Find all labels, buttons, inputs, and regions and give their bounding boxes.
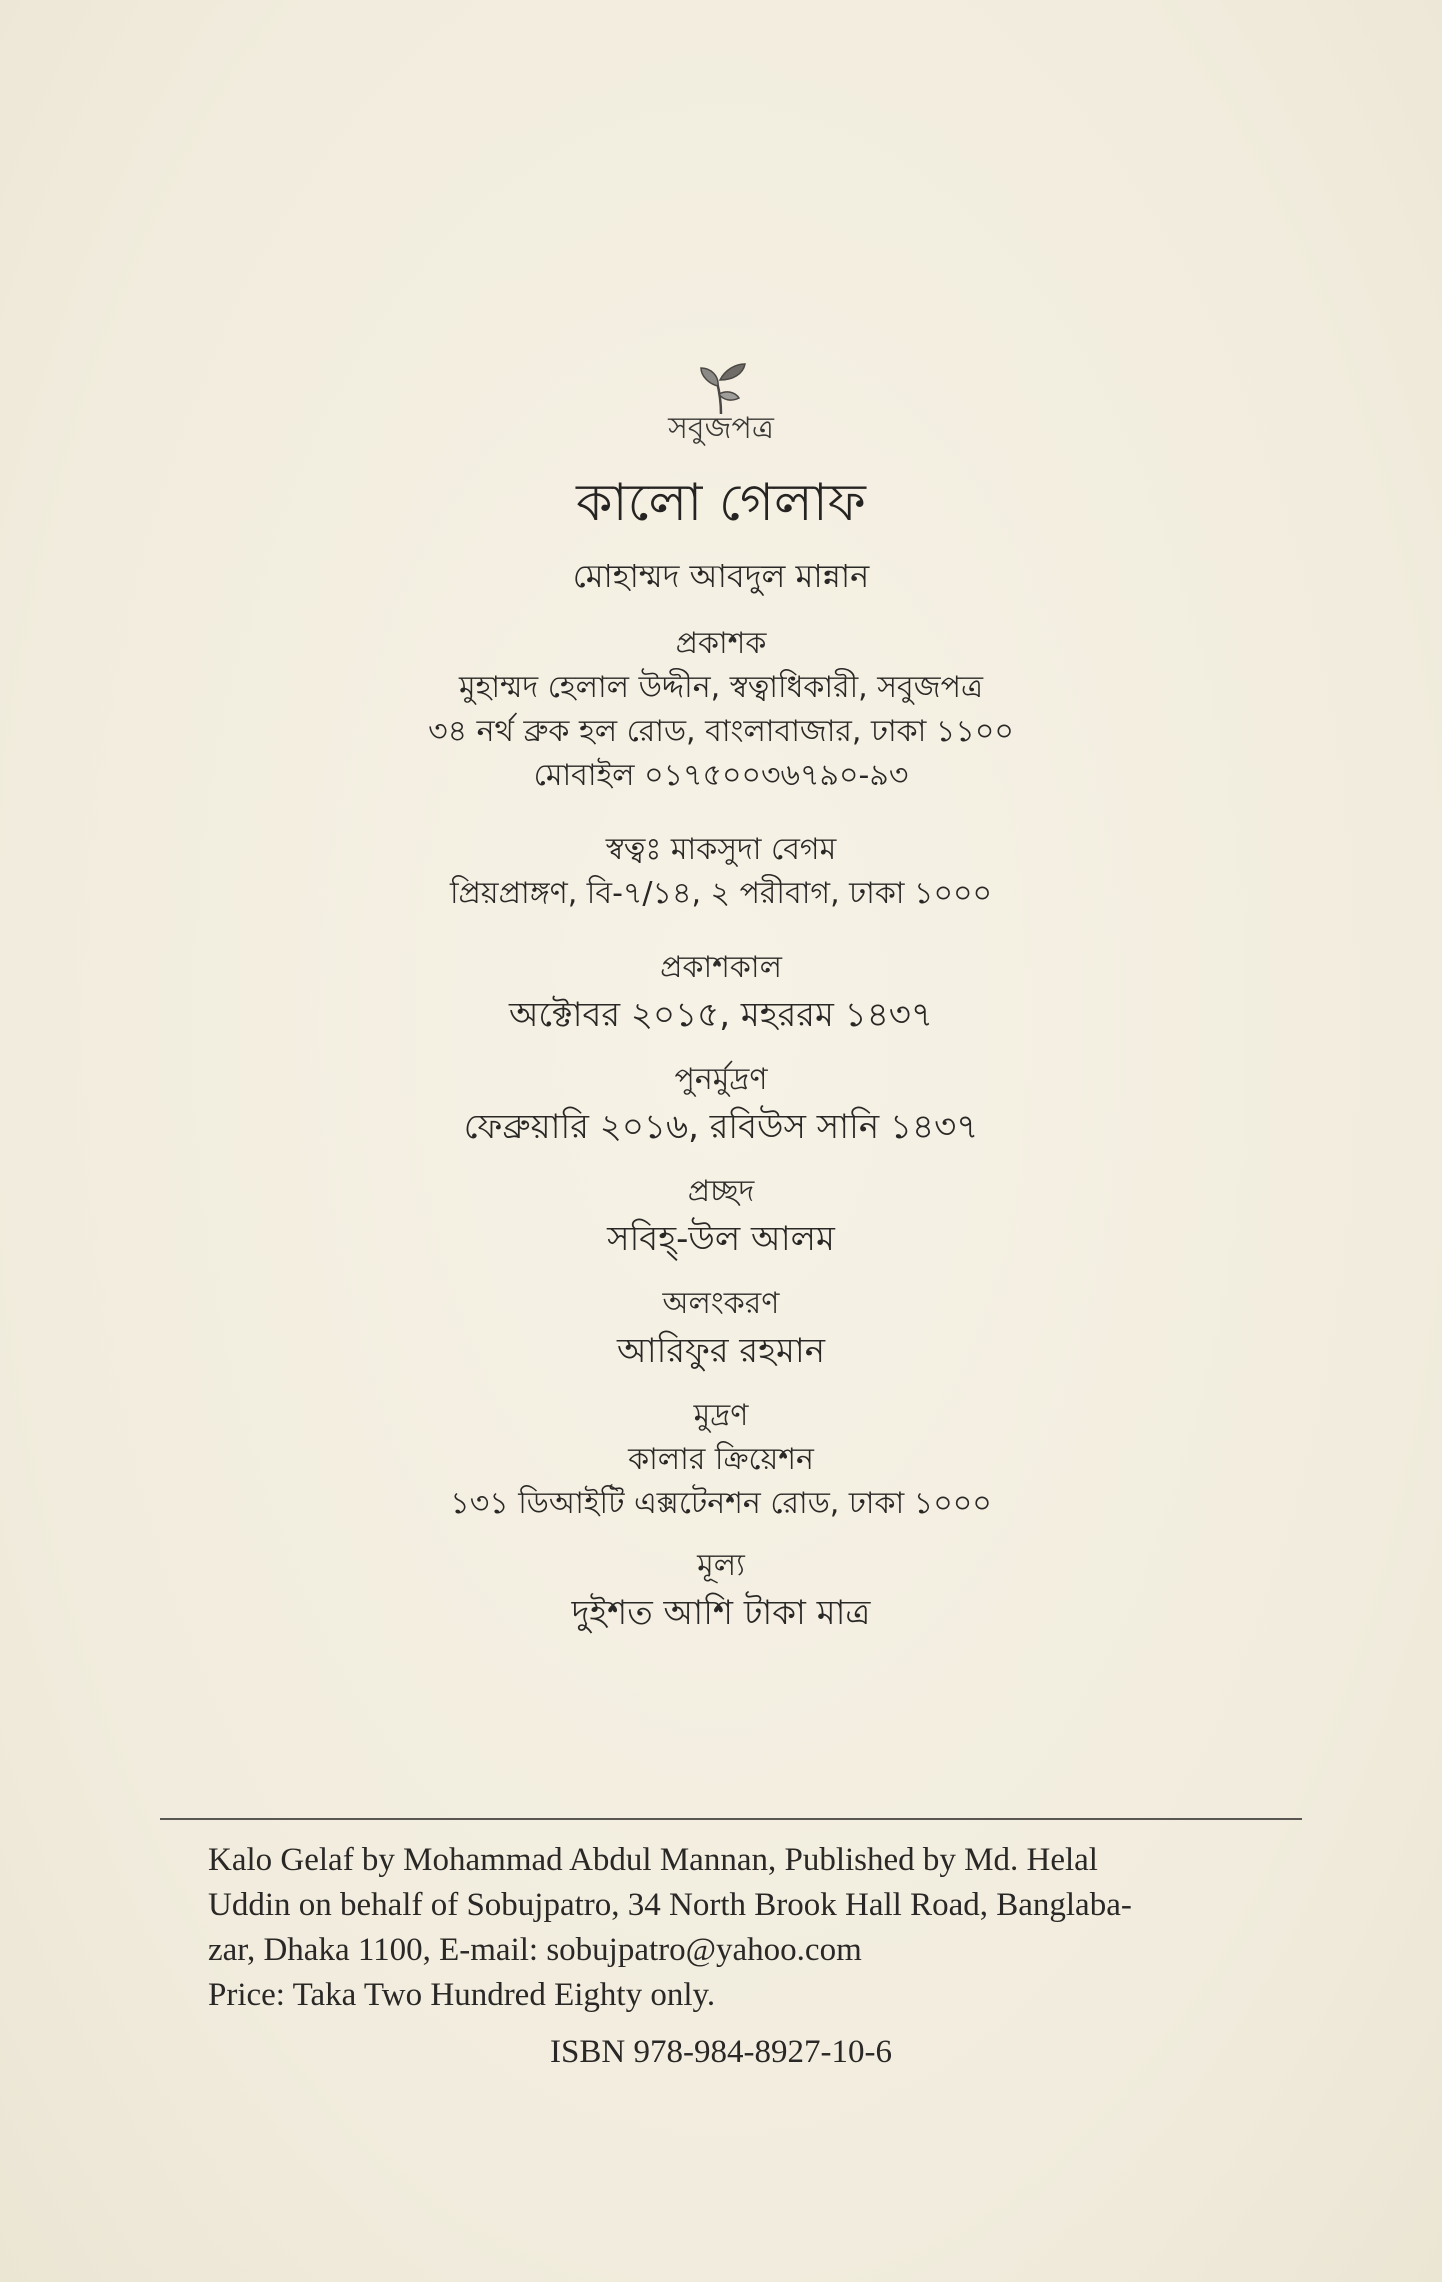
reprint-date: ফেব্রুয়ারি ২০১৬, রবিউস সানি ১৪৩৭ [463, 1107, 979, 1147]
cover-artist: সবিহ্‌-উল আলম [607, 1219, 835, 1259]
imprint-line: Uddin on behalf of Sobujpatro, 34 North Brook Hall Road, Banglaba- [208, 1887, 1132, 1923]
publisher-label: প্রকাশক [675, 626, 767, 661]
copyright-address: প্রিয়প্রাঙ্গণ, বি-৭/১৪, ২ পরীবাগ, ঢাকা ১০০০ [449, 876, 993, 911]
book-author: মোহাম্মদ আবদুল মান্নান [572, 557, 870, 595]
book-title: কালো গেলাফ [576, 473, 866, 533]
publisher-name: মুহাম্মদ হেলাল উদ্দীন, স্বত্বাধিকারী, সবুজপত্র [459, 670, 983, 705]
illustration-artist: আরিফুর রহমান [616, 1331, 826, 1371]
illustration-label: অলংকরণ [662, 1286, 780, 1321]
reprint-label: পুনর্মুদ্রণ [674, 1062, 768, 1097]
printer-address: ১৩১ ডিআইটি এক্সটেনশন রোড, ঢাকা ১০০০ [450, 1486, 992, 1521]
english-imprint [208, 1838, 1288, 2018]
cover-label: প্রচ্ছদ [687, 1174, 755, 1209]
leaf-sprout-icon [661, 360, 781, 415]
divider-rule [160, 1818, 1302, 1820]
printing-label: মুদ্রণ [693, 1398, 749, 1433]
publisher-logo-text: সবুজপত্র [668, 411, 774, 446]
publication-label: প্রকাশকাল [660, 950, 782, 985]
price-label: মূল্য [697, 1548, 745, 1583]
isbn-number: ISBN 978-984-8927-10-6 [550, 2034, 892, 2070]
imprint-line: zar, Dhaka 1100, E-mail: sobujpatro@yahoo.com [208, 1932, 862, 1968]
publisher-logo [661, 360, 781, 460]
colophon [0, 360, 1442, 1638]
imprint-line: Kalo Gelaf by Mohammad Abdul Mannan, Published by Md. Helal [208, 1842, 1098, 1878]
publication-date: অক্টোবর ২০১৫, মহররম ১৪৩৭ [508, 995, 934, 1035]
copyright-holder: স্বত্বঃ মাকসুদা বেগম [605, 832, 837, 867]
printer-name: কালার ক্রিয়েশন [628, 1442, 814, 1477]
publisher-mobile: মোবাইল ০১৭৫০০৩৬৭৯০-৯৩ [533, 758, 909, 793]
price-value: দুইশত আশি টাকা মাত্র [571, 1593, 871, 1633]
imprint-line: Price: Taka Two Hundred Eighty only. [208, 1977, 716, 2013]
publisher-address: ৩৪ নর্থ ব্রুক হল রোড, বাংলাবাজার, ঢাকা ১১০০ [428, 714, 1014, 749]
